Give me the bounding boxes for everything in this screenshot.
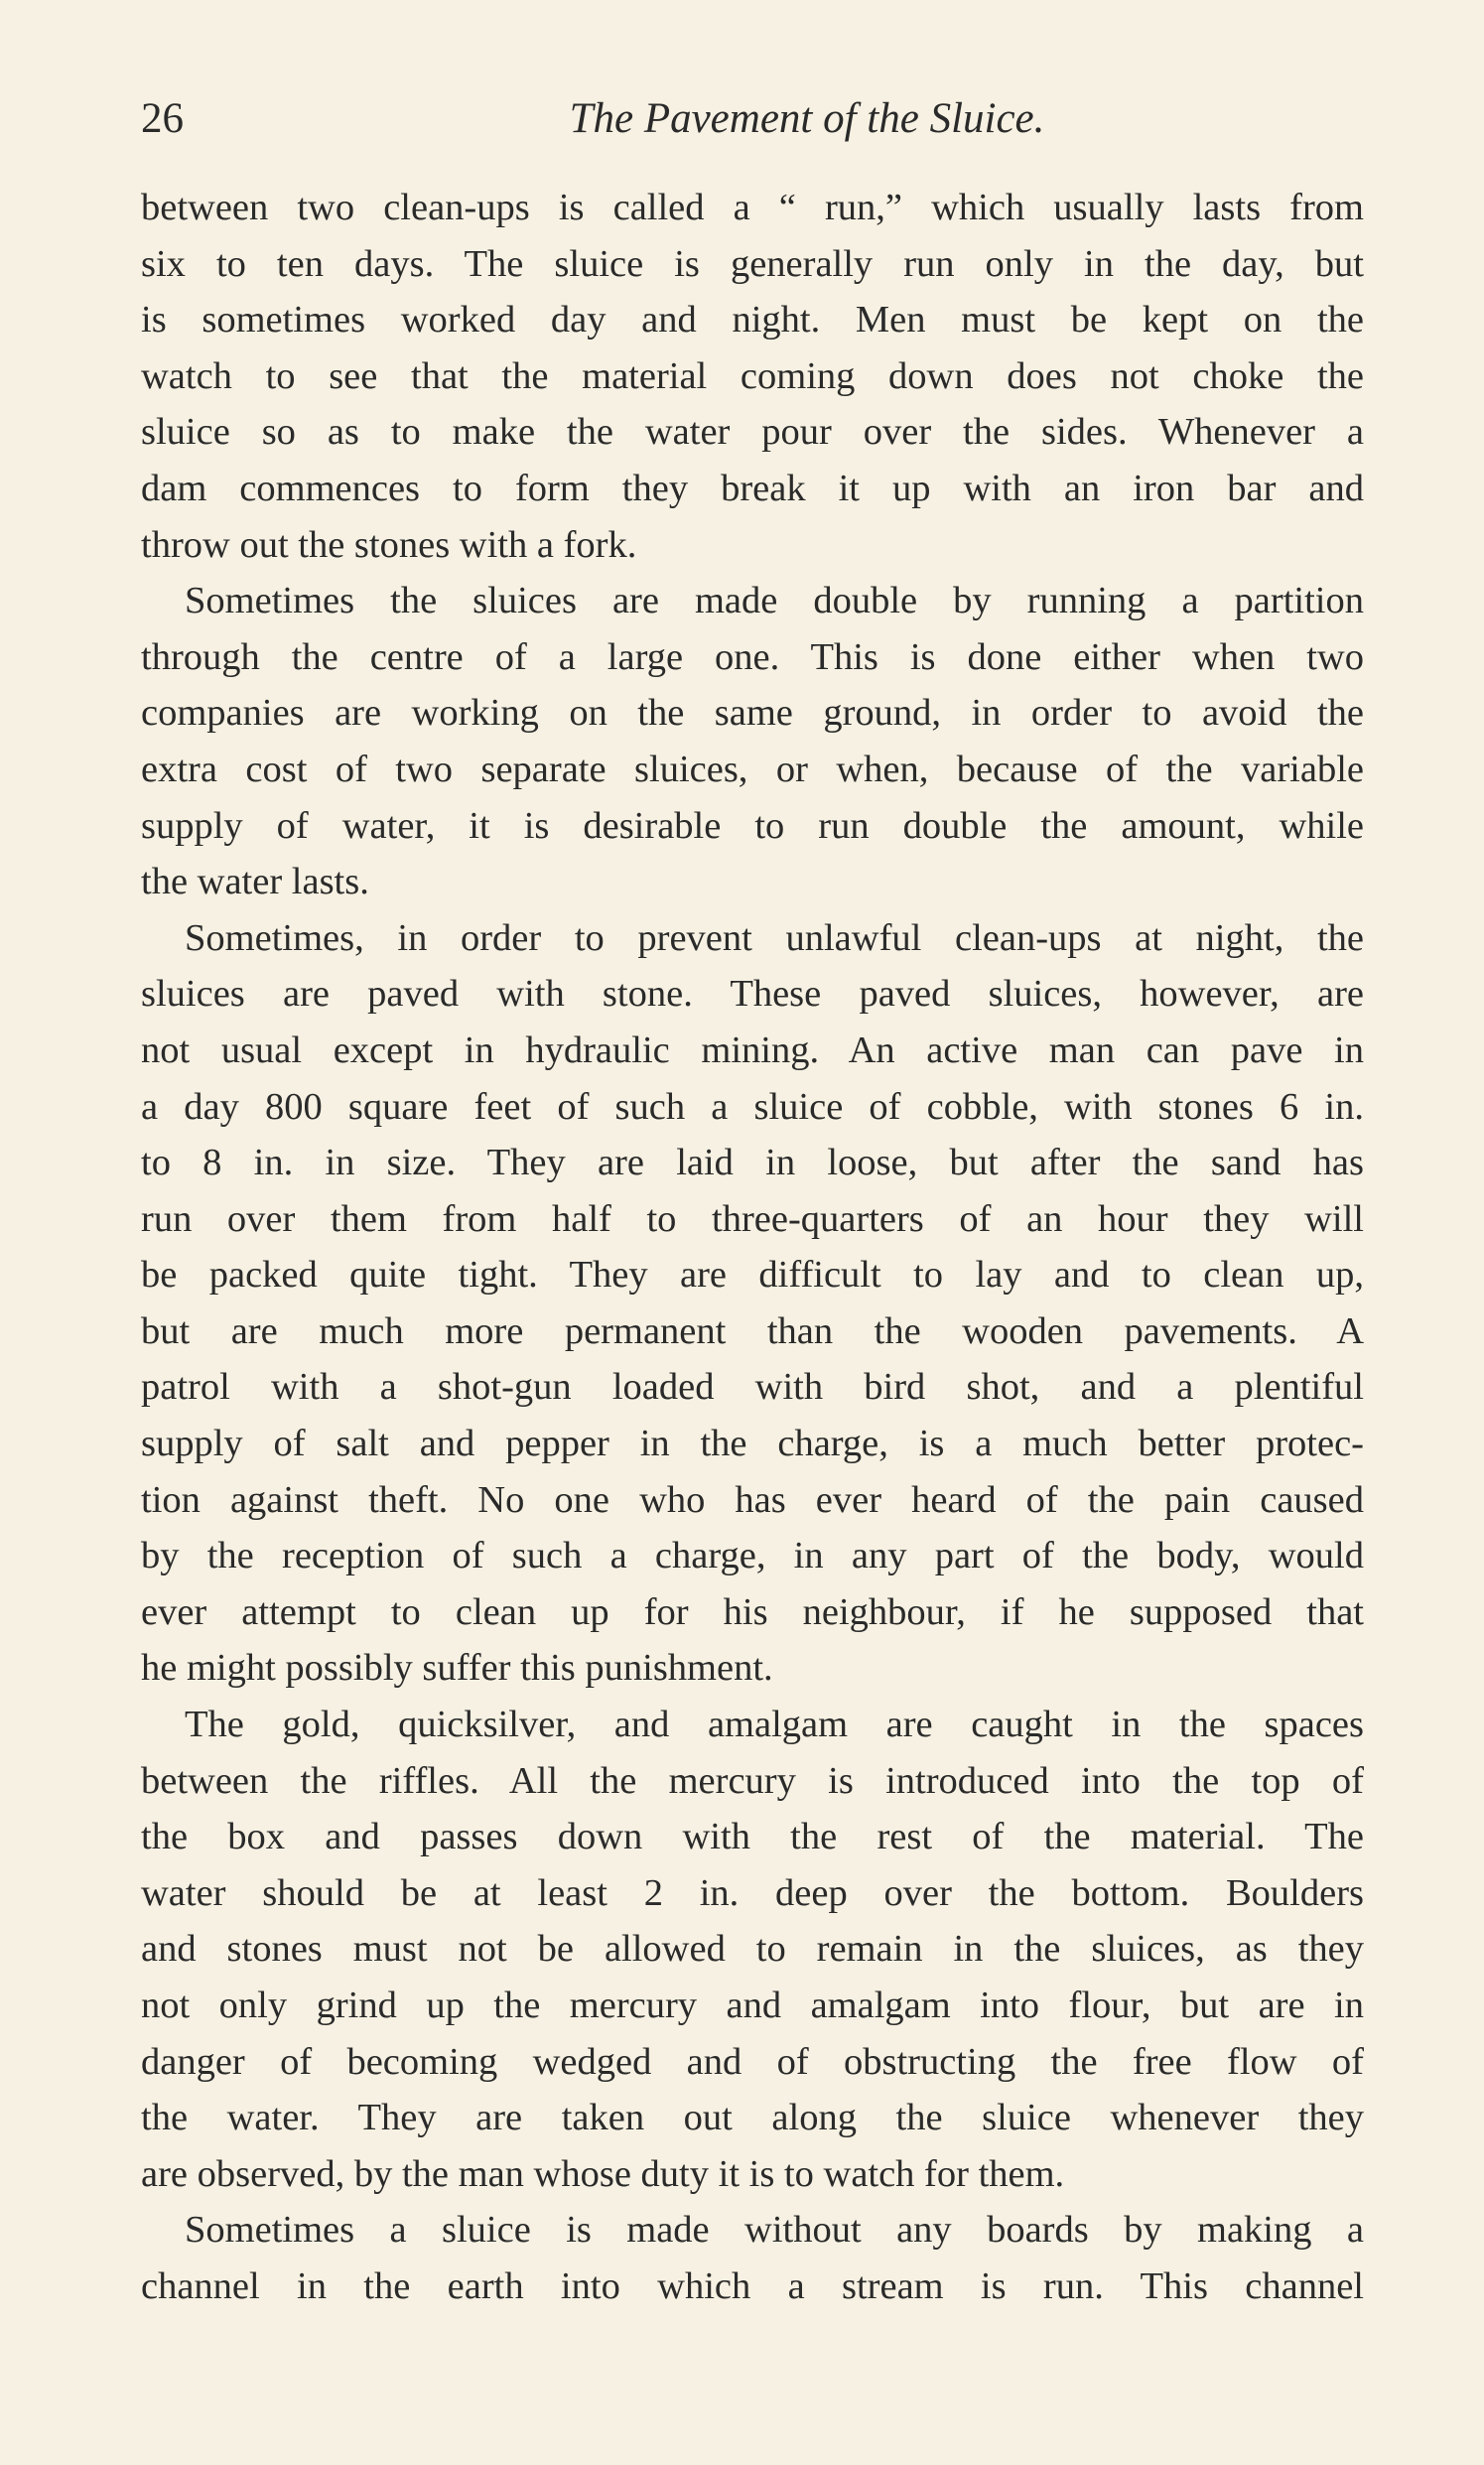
text-line: danger of becoming wedged and of obstructing the free flow of: [141, 2040, 1364, 2083]
text-line: water should be at least 2 in. deep over the bottom. Boulders: [141, 1871, 1364, 1914]
text-line: the water lasts.: [141, 861, 369, 903]
text-line: between the riffles. All the mercury is introduced into the top of: [141, 1759, 1364, 1802]
text-line: sluices are paved with stone. These paved sluices, however, are: [141, 973, 1364, 1016]
text-line: extra cost of two separate sluices, or when, because of the variable: [141, 748, 1364, 790]
running-head: [141, 94, 1364, 154]
text-line: sluice so as to make the water pour over the sides. Whenever a: [141, 411, 1364, 454]
text-line: channel in the earth into which a stream is run. This channel: [141, 2264, 1364, 2307]
text-line: by the reception of such a charge, in any part of the body, would: [141, 1535, 1364, 1577]
text-line: through the centre of a large one. This is done either when two: [141, 635, 1364, 678]
text-line: supply of salt and pepper in the charge, is a much better protec-: [141, 1423, 1364, 1465]
text-line: and stones must not be allowed to remain in the sluices, as they: [141, 1928, 1364, 1971]
text-line: not usual except in hydraulic mining. An active man can pave in: [141, 1028, 1364, 1071]
text-line: Sometimes, in order to prevent unlawful clean-ups at night, the: [185, 916, 1364, 959]
text-line: ever attempt to clean up for his neighbour, if he supposed that: [141, 1590, 1364, 1633]
paragraph: [141, 2202, 1364, 2314]
text-line: to 8 in. in size. They are laid in loose, but after the sand has: [141, 1142, 1364, 1184]
paragraph: [141, 180, 1364, 573]
paragraph: [141, 910, 1364, 1697]
text-line: patrol with a shot-gun loaded with bird shot, and a plentiful: [141, 1366, 1364, 1409]
text-line: the water. They are taken out along the sluice whenever they: [141, 2097, 1364, 2139]
text-line: dam commences to form they break it up with an iron bar and: [141, 467, 1364, 509]
page-number: 26: [141, 95, 184, 142]
text-line: The gold, quicksilver, and amalgam are caught in the spaces: [185, 1704, 1364, 1746]
text-line: run over them from half to three-quarters of an hour they will: [141, 1197, 1364, 1240]
text-line: between two clean-ups is called a “ run,” which usually lasts from: [141, 187, 1364, 228]
paragraph: [141, 1697, 1364, 2202]
text-line: he might possibly suffer this punishment.: [141, 1647, 773, 1690]
text-line: the box and passes down with the rest of the material. The: [141, 1816, 1364, 1858]
body-text: [141, 180, 1364, 2315]
text-line: not only grind up the mercury and amalgam into flour, but are in: [141, 1985, 1364, 2026]
running-title: The Pavement of the Sluice.: [569, 95, 1045, 142]
text-line: are observed, by the man whose duty it is to watch for them.: [141, 2152, 1065, 2195]
paragraph: [141, 573, 1364, 910]
text-line: supply of water, it is desirable to run double the amount, while: [141, 804, 1364, 847]
text-line: watch to see that the material coming down does not choke the: [141, 354, 1364, 397]
text-line: a day 800 square feet of such a sluice of cobble, with stones 6 in.: [141, 1085, 1364, 1128]
text-line: Sometimes the sluices are made double by running a partition: [185, 580, 1364, 622]
text-line: throw out the stones with a fork.: [141, 523, 637, 566]
text-line: six to ten days. The sluice is generally run only in the day, but: [141, 242, 1364, 285]
text-line: companies are working on the same ground, in order to avoid the: [141, 692, 1364, 735]
text-line: tion against theft. No one who has ever heard of the pain caused: [141, 1478, 1364, 1521]
text-line: is sometimes worked day and night. Men must be kept on the: [141, 299, 1364, 342]
text-line: Sometimes a sluice is made without any boards by making a: [185, 2209, 1364, 2252]
text-line: be packed quite tight. They are difficult to lay and to clean up,: [141, 1254, 1364, 1297]
text-line: but are much more permanent than the wooden pavements. A: [141, 1309, 1364, 1352]
